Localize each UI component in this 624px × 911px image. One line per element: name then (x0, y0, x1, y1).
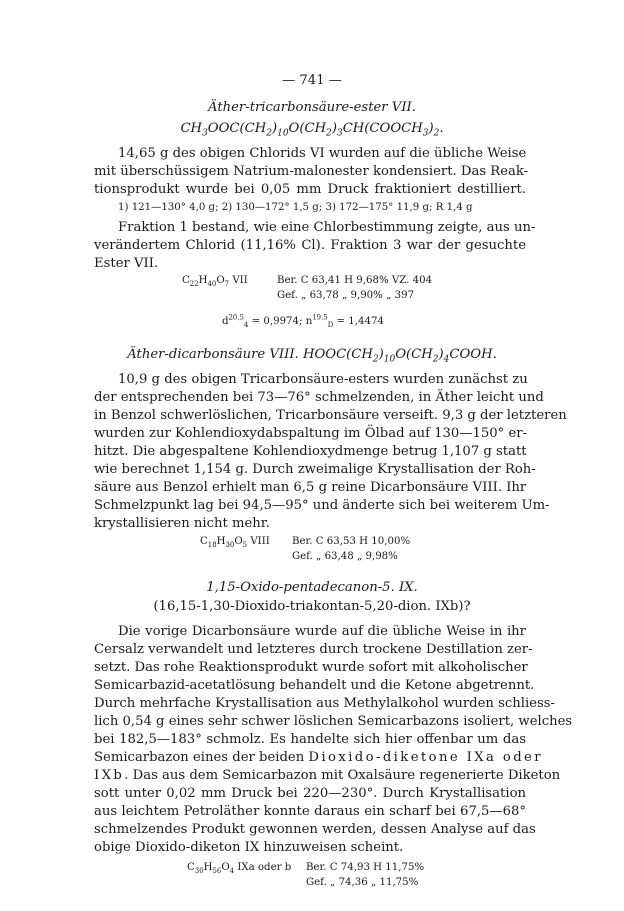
paragraph-line: säure aus Benzol erhielt man 6,5 g reine Dicarbonsäure VIII. Ihr (94, 480, 527, 495)
paragraph-line: Fraktion 1 bestand, wie eine Chlorbestimmung zeigte, aus un- (118, 220, 536, 235)
paragraph-line: Cersalz verwandelt und letzteres durch trockene Destillation zer- (94, 642, 533, 657)
analysis-found: Gef. „ 63,78 „ 9,90% „ 397 (277, 290, 415, 301)
paragraph-line: wie berechnet 1,154 g. Durch zweimalige Krystallisation der Roh- (94, 462, 536, 477)
analysis-compound: $C_{30}H_{56}O_4$ IXa oder b (187, 862, 292, 876)
paragraph-line: bei 182,5—183° schmolz. Es handelte sich hier offenbar um das (94, 732, 526, 747)
paragraph-line: krystallisieren nicht mehr. (94, 516, 270, 531)
paragraph-line: aus leichtem Petroläther konnte daraus ein scharf bei 67,5—68° (94, 804, 526, 819)
density-refraction: $d^{20,5}_4 = 0,9974$; $n^{19,5}_D = 1,4474$ (222, 313, 384, 330)
paragraph-line: obige Dioxido-diketon IX hinzuweisen scheint. (94, 840, 404, 855)
analysis-found: Gef. „ 74,36 „ 11,75% (306, 877, 419, 888)
paragraph-line: in Benzol schwerlöslichen, Tricarbonsäure verseift. 9,3 g der letzteren (94, 408, 567, 423)
analysis-calculated: Ber. C 74,93 H 11,75% (306, 862, 425, 873)
analysis-compound: $C_{22}H_{40}O_7$ VII (182, 275, 248, 289)
paragraph-line: verändertem Chlorid (11,16% Cl). Fraktion 3 war der gesuchte (94, 238, 526, 253)
paragraph-line: Die vorige Dicarbonsäure wurde auf die übliche Weise in ihr (118, 624, 526, 639)
paragraph-line-spaced: Semicarbazon eines der beiden Dioxido-diketone IXa oder (94, 750, 543, 765)
paragraph-line: schmelzendes Produkt gewonnen werden, dessen Analyse auf das (94, 822, 536, 837)
analysis-compound: $C_{18}H_{30}O_5$ VIII (200, 536, 270, 550)
section-subheading-ixb: (16,15-1,30-Dioxido-triakontan-5,20-dion. IXb)? (153, 599, 471, 614)
paragraph-line: mit überschüssigem Natrium-malonester kondensiert. Das Reak- (94, 164, 529, 179)
formula-vii: $CH_3OOC(CH_2)_{10}O(CH_2)_3CH(COOCH_3)_2$. (180, 121, 444, 139)
section-heading-ix: 1,15-Oxido-pentadecanon-5. IX. (206, 580, 418, 595)
paragraph-line: Semicarbazid-acetatlösung behandelt und die Ketone abgetrennt. (94, 678, 535, 693)
paragraph-line: Durch mehrfache Krystallisation aus Methylalkohol wurden schliess- (94, 696, 555, 711)
analysis-found: Gef. „ 63,48 „ 9,98% (292, 551, 398, 562)
analysis-calculated: Ber. C 63,53 H 10,00% (292, 536, 411, 547)
paragraph-line: setzt. Das rohe Reaktionsprodukt wurde sofort mit alkoholischer (94, 660, 528, 675)
analysis-calculated: Ber. C 63,41 H 9,68% VZ. 404 (277, 275, 433, 286)
section-heading-viii: Äther-dicarbonsäure VIII. $HOOC(CH_2)_{10}O(CH_2)_4COOH$. (127, 347, 497, 365)
paragraph-line: der entsprechenden bei 73—76° schmelzenden, in Äther leicht und (94, 390, 544, 405)
paragraph-line: hitzt. Die abgespaltene Kohlendioxydmenge betrug 1,107 g statt (94, 444, 527, 459)
paragraph-line: sott unter 0,02 mm Druck bei 220—230°. Durch Krystallisation (94, 786, 526, 801)
paragraph-line: wurden zur Kohlendioxydabspaltung im Ölbad auf 130—150° er- (94, 426, 528, 441)
paragraph-line: tionsprodukt wurde bei 0,05 mm Druck fraktioniert destilliert. (94, 182, 526, 197)
fraction-list: 1) 121—130° 4,0 g; 2) 130—172° 1,5 g; 3) 172—175° 11,9 g; R 1,4 g (118, 202, 473, 213)
page-number: — 741 — (282, 73, 342, 88)
paragraph-line: 14,65 g des obigen Chlorids VI wurden auf die übliche Weise (118, 146, 527, 161)
paragraph-line-spaced: IXb. Das aus dem Semicarbazon mit Oxalsäure regenerierte Diketon (94, 768, 561, 783)
paragraph-line: Ester VII. (94, 256, 159, 271)
paragraph-line: 10,9 g des obigen Tricarbonsäure-esters wurden zunächst zu (118, 372, 528, 387)
section-heading-vii: Äther-tricarbonsäure-ester VII. (208, 100, 416, 115)
paragraph-line: lich 0,54 g eines sehr schwer löslichen Semicarbazons isoliert, welches (94, 714, 573, 729)
paragraph-line: Schmelzpunkt lag bei 94,5—95° und änderte sich bei weiterem Um- (94, 498, 550, 513)
